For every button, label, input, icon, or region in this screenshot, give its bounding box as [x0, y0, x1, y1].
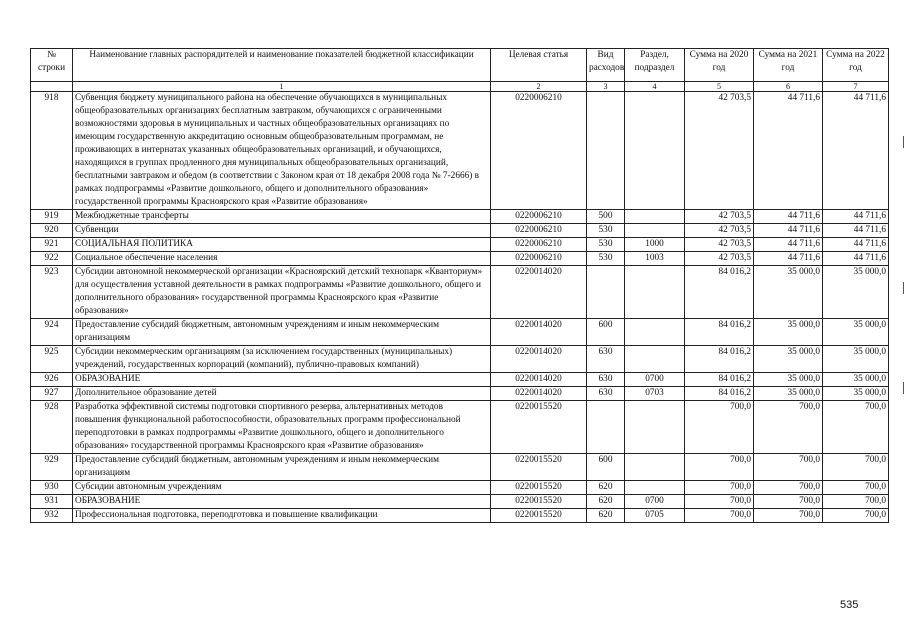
row-number: 928	[31, 401, 73, 454]
table-row	[31, 210, 889, 224]
row-section	[625, 266, 685, 319]
header-sum-2020: Сумма на 2020 год	[685, 49, 754, 82]
row-expense-type: 630	[587, 346, 625, 373]
row-name: Предоставление субсидий бюджетным, автономным учреждениям и иным некоммерческим организациям	[73, 319, 491, 346]
table-row	[31, 346, 889, 373]
page-number: 535	[840, 599, 859, 611]
row-sum-2020: 84 016,2	[685, 387, 754, 401]
row-sum-2020: 42 703,5	[685, 252, 754, 266]
row-target-article: 0220015520	[491, 481, 587, 495]
row-sum-2022: 44 711,6	[823, 252, 889, 266]
row-number: 925	[31, 346, 73, 373]
row-target-article: 0220006210	[491, 92, 587, 210]
row-section	[625, 210, 685, 224]
row-number: 931	[31, 495, 73, 509]
row-section: 0705	[625, 509, 685, 523]
column-number: 2	[491, 82, 587, 92]
row-section	[625, 454, 685, 481]
row-number: 924	[31, 319, 73, 346]
row-sum-2020: 700,0	[685, 509, 754, 523]
column-number: 3	[587, 82, 625, 92]
row-name: Предоставление субсидий бюджетным, автономным учреждениям и иным некоммерческим организациям	[73, 454, 491, 481]
table-row	[31, 387, 889, 401]
row-section: 1003	[625, 252, 685, 266]
header-target-article: Целевая статья	[491, 49, 587, 82]
scan-margin-mark	[903, 282, 904, 294]
row-expense-type: 620	[587, 495, 625, 509]
row-sum-2020: 42 703,5	[685, 92, 754, 210]
row-name: Дополнительное образование детей	[73, 387, 491, 401]
scan-margin-mark	[903, 136, 904, 148]
row-name: Профессиональная подготовка, переподготовка и повышение квалификации	[73, 509, 491, 523]
table-header-row	[31, 49, 889, 82]
row-sum-2022: 44 711,6	[823, 238, 889, 252]
row-sum-2022: 700,0	[823, 401, 889, 454]
column-number: 5	[685, 82, 754, 92]
row-sum-2022: 700,0	[823, 454, 889, 481]
row-sum-2022: 44 711,6	[823, 210, 889, 224]
row-sum-2021: 35 000,0	[754, 266, 823, 319]
row-section	[625, 224, 685, 238]
column-number: 6	[754, 82, 823, 92]
column-number	[31, 82, 73, 92]
header-name: Наименование главных распорядителей и наименование показателей бюджетной классификации	[73, 49, 491, 82]
row-name: Социальное обеспечение населения	[73, 252, 491, 266]
table-row	[31, 495, 889, 509]
row-sum-2020: 42 703,5	[685, 210, 754, 224]
row-target-article: 0220015520	[491, 401, 587, 454]
row-sum-2022: 700,0	[823, 495, 889, 509]
table-row	[31, 92, 889, 210]
row-expense-type: 600	[587, 454, 625, 481]
table-row	[31, 373, 889, 387]
row-section	[625, 481, 685, 495]
row-expense-type	[587, 401, 625, 454]
row-sum-2022: 44 711,6	[823, 92, 889, 210]
row-sum-2021: 35 000,0	[754, 319, 823, 346]
row-expense-type	[587, 92, 625, 210]
row-expense-type: 530	[587, 238, 625, 252]
table-row	[31, 481, 889, 495]
row-sum-2021: 700,0	[754, 401, 823, 454]
row-sum-2022: 35 000,0	[823, 319, 889, 346]
scan-margin-mark	[903, 382, 904, 394]
row-section	[625, 346, 685, 373]
table-row	[31, 224, 889, 238]
row-sum-2020: 84 016,2	[685, 346, 754, 373]
row-sum-2021: 35 000,0	[754, 346, 823, 373]
table-row	[31, 238, 889, 252]
header-row-number: № строки	[31, 49, 73, 82]
row-sum-2020: 84 016,2	[685, 266, 754, 319]
table-row	[31, 509, 889, 523]
row-section: 0700	[625, 373, 685, 387]
row-target-article: 0220014020	[491, 346, 587, 373]
row-target-article: 0220014020	[491, 319, 587, 346]
row-sum-2020: 700,0	[685, 481, 754, 495]
row-name: Разработка эффективной системы подготовки спортивного резерва, альтернативных методов повышения функциональной работоспособности, образовательных программ профессиональной переподготовки в рамках подпрограммы «Развитие дошкольного, общего и дополнительного образования» государственной программы Красноярского края «Развитие образования»	[73, 401, 491, 454]
row-sum-2021: 700,0	[754, 495, 823, 509]
row-sum-2022: 35 000,0	[823, 387, 889, 401]
row-sum-2022: 35 000,0	[823, 346, 889, 373]
row-number: 923	[31, 266, 73, 319]
row-sum-2022: 700,0	[823, 509, 889, 523]
row-sum-2021: 44 711,6	[754, 224, 823, 238]
row-sum-2022: 35 000,0	[823, 266, 889, 319]
row-target-article: 0220014020	[491, 266, 587, 319]
row-target-article: 0220015520	[491, 495, 587, 509]
row-name: Субвенции	[73, 224, 491, 238]
row-sum-2021: 700,0	[754, 509, 823, 523]
row-target-article: 0220015520	[491, 509, 587, 523]
row-expense-type: 500	[587, 210, 625, 224]
row-name: Межбюджетные трансферты	[73, 210, 491, 224]
row-number: 920	[31, 224, 73, 238]
row-expense-type: 630	[587, 373, 625, 387]
row-expense-type: 600	[587, 319, 625, 346]
budget-table	[30, 48, 889, 523]
row-number: 929	[31, 454, 73, 481]
row-target-article: 0220015520	[491, 454, 587, 481]
row-section: 0703	[625, 387, 685, 401]
row-sum-2020: 700,0	[685, 454, 754, 481]
row-number: 922	[31, 252, 73, 266]
row-sum-2020: 84 016,2	[685, 373, 754, 387]
row-sum-2020: 700,0	[685, 495, 754, 509]
row-sum-2021: 700,0	[754, 454, 823, 481]
row-target-article: 0220014020	[491, 373, 587, 387]
row-number: 921	[31, 238, 73, 252]
header-section: Раздел, подраздел	[625, 49, 685, 82]
column-number: 1	[73, 82, 491, 92]
row-section: 1000	[625, 238, 685, 252]
row-number: 919	[31, 210, 73, 224]
row-number: 918	[31, 92, 73, 210]
row-sum-2021: 44 711,6	[754, 238, 823, 252]
row-sum-2021: 44 711,6	[754, 92, 823, 210]
row-expense-type: 530	[587, 224, 625, 238]
row-sum-2021: 44 711,6	[754, 210, 823, 224]
row-name: ОБРАЗОВАНИЕ	[73, 495, 491, 509]
row-target-article: 0220006210	[491, 252, 587, 266]
row-name: Субсидии автономным учреждениям	[73, 481, 491, 495]
row-sum-2022: 700,0	[823, 481, 889, 495]
row-name: СОЦИАЛЬНАЯ ПОЛИТИКА	[73, 238, 491, 252]
header-sum-2022: Сумма на 2022 год	[823, 49, 889, 82]
row-number: 930	[31, 481, 73, 495]
row-number: 926	[31, 373, 73, 387]
row-number: 927	[31, 387, 73, 401]
column-number-row	[31, 82, 889, 92]
row-section	[625, 401, 685, 454]
row-sum-2020: 84 016,2	[685, 319, 754, 346]
row-sum-2021: 35 000,0	[754, 373, 823, 387]
row-sum-2020: 42 703,5	[685, 224, 754, 238]
row-target-article: 0220006210	[491, 238, 587, 252]
row-section: 0700	[625, 495, 685, 509]
row-name: Субсидии некоммерческим организациям (за исключением государственных (муниципальных) учреждений, государственных корпораций (компаний), публично-правовых компаний)	[73, 346, 491, 373]
row-number: 932	[31, 509, 73, 523]
header-expense-type: Вид расходов	[587, 49, 625, 82]
row-sum-2022: 44 711,6	[823, 224, 889, 238]
row-sum-2022: 35 000,0	[823, 373, 889, 387]
table-row	[31, 266, 889, 319]
row-expense-type	[587, 266, 625, 319]
row-target-article: 0220006210	[491, 224, 587, 238]
row-name: ОБРАЗОВАНИЕ	[73, 373, 491, 387]
table-row	[31, 454, 889, 481]
row-section	[625, 319, 685, 346]
row-sum-2020: 700,0	[685, 401, 754, 454]
row-target-article: 0220006210	[491, 210, 587, 224]
table-row	[31, 252, 889, 266]
row-expense-type: 620	[587, 509, 625, 523]
table-row	[31, 401, 889, 454]
row-name: Субвенция бюджету муниципального района на обеспечение обучающихся в муниципальных общеобразовательных организациях бесплатным завтраком, обучающихся с ограниченными возможностями здоровья в муниципальных и частных общеобразовательных организациях по имеющим государственную аккредитацию основным общеобразовательным программам, не проживающих в интернатах указанных общеобразовательных организаций, и обучающихся, находящихся в группах продленного дня муниципальных общеобразовательных организаций, бесплатными завтраком и обедом (в соответствии с Законом края от 18 декабря 2008 года № 7-2666) в рамках подпрограммы «Развитие дошкольного, общего и дополнительного образования» государственной программы Красноярского края «Развитие образования»	[73, 92, 491, 210]
row-section	[625, 92, 685, 210]
row-expense-type: 620	[587, 481, 625, 495]
row-expense-type: 630	[587, 387, 625, 401]
row-sum-2021: 700,0	[754, 481, 823, 495]
column-number: 7	[823, 82, 889, 92]
row-name: Субсидии автономной некоммерческой организации «Красноярский детский технопарк «Кванториум» для осуществления уставной деятельности в рамках подпрограммы «Развитие дошкольного, общего и дополнительного образования» государственной программы Красноярского края «Развитие образования»	[73, 266, 491, 319]
row-expense-type: 530	[587, 252, 625, 266]
table-row	[31, 319, 889, 346]
row-sum-2020: 42 703,5	[685, 238, 754, 252]
row-sum-2021: 35 000,0	[754, 387, 823, 401]
row-sum-2021: 44 711,6	[754, 252, 823, 266]
row-target-article: 0220014020	[491, 387, 587, 401]
header-sum-2021: Сумма на 2021 год	[754, 49, 823, 82]
column-number: 4	[625, 82, 685, 92]
